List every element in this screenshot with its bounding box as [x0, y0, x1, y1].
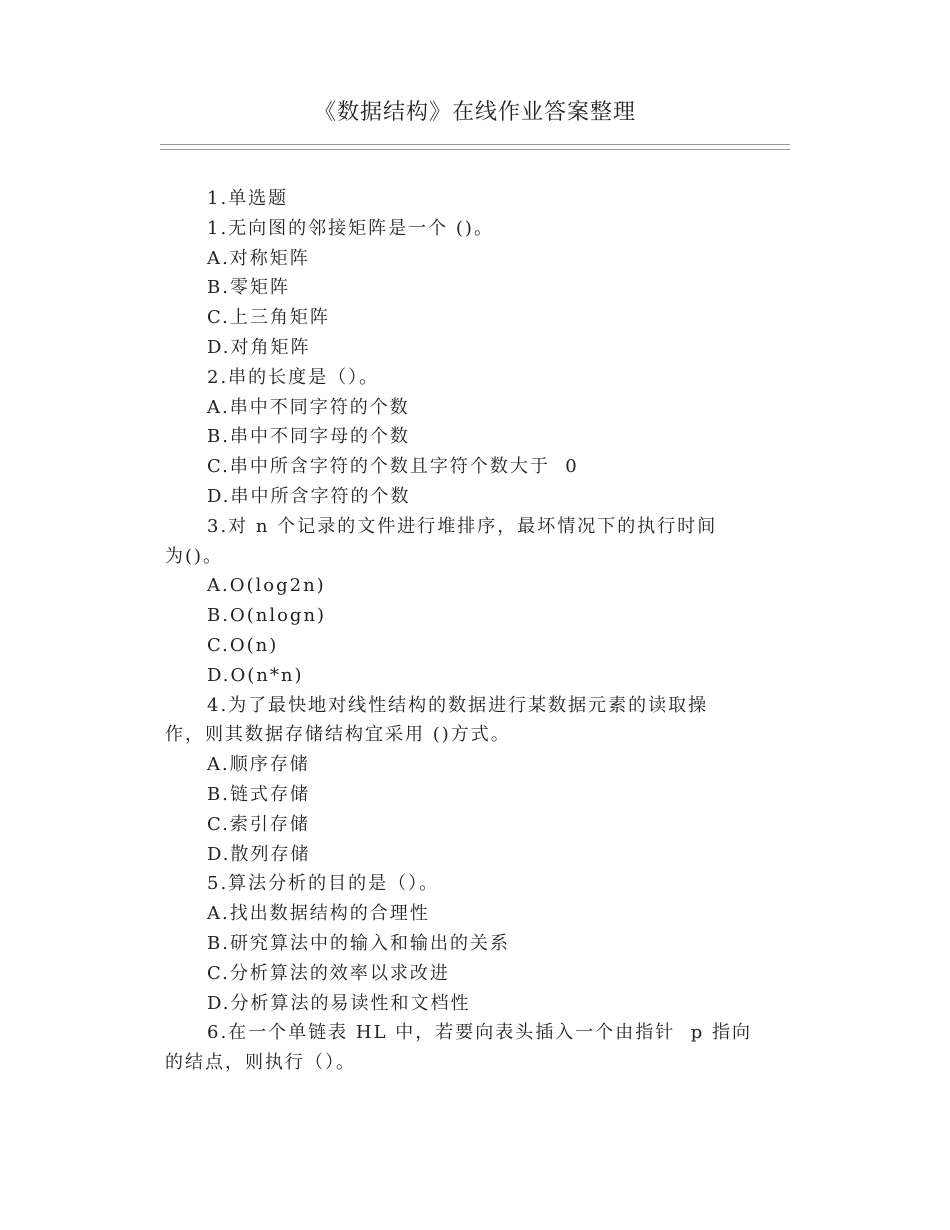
question-4-text-line-2: 作，则其数据存储结构宜采用 ()方式。 — [165, 724, 511, 746]
question-3-option-d: D.O(n*n) — [207, 664, 304, 686]
document-title: 《数据结构》在线作业答案整理 — [313, 100, 636, 125]
question-1-option-d: D.对角矩阵 — [207, 336, 311, 358]
question-6-text-line-1: 6.在一个单链表 HL 中，若要向表头插入一个由指针 p 指向 — [207, 1022, 752, 1044]
question-4-text-line-1: 4.为了最快地对线性结构的数据进行某数据元素的读取操 — [207, 694, 709, 716]
question-4-option-c: C.索引存储 — [207, 813, 310, 835]
question-4-option-d: D.散列存储 — [207, 843, 311, 865]
question-1-option-c: C.上三角矩阵 — [207, 307, 330, 329]
question-5-option-b: B.研究算法中的输入和输出的关系 — [207, 932, 510, 954]
question-3-option-a: A.O(log2n) — [207, 575, 326, 597]
question-6-text-line-2: 的结点，则执行（）。 — [165, 1052, 356, 1074]
question-3-text-line-2: 为()。 — [165, 545, 224, 567]
question-5-option-d: D.分析算法的易读性和文档性 — [207, 992, 471, 1014]
question-3-option-b: B.O(nlogn) — [207, 605, 327, 627]
question-1-option-b: B.零矩阵 — [207, 277, 290, 299]
question-5-text: 5.算法分析的目的是（）。 — [207, 873, 440, 895]
question-3-option-c: C.O(n) — [207, 634, 279, 656]
question-2-option-d: D.串中所含字符的个数 — [207, 485, 411, 507]
question-4-option-b: B.链式存储 — [207, 783, 310, 805]
question-4-option-a: A.顺序存储 — [207, 754, 310, 776]
question-1-option-a: A.对称矩阵 — [207, 247, 310, 269]
question-1-text: 1.无向图的邻接矩阵是一个 ()。 — [207, 217, 494, 239]
question-2-option-c: C.串中所含字符的个数且字符个数大于 0 — [207, 456, 579, 478]
question-2-option-b: B.串中不同字母的个数 — [207, 426, 410, 448]
question-2-text: 2.串的长度是（）。 — [207, 366, 380, 388]
document-body — [165, 184, 785, 1078]
question-2-option-a: A.串中不同字符的个数 — [207, 396, 410, 418]
question-3-text-line-1: 3.对 n 个记录的文件进行堆排序，最坏情况下的执行时间 — [207, 515, 718, 537]
question-5-option-a: A.找出数据结构的合理性 — [207, 903, 430, 925]
question-5-option-c: C.分析算法的效率以求改进 — [207, 962, 450, 984]
title-divider — [160, 144, 790, 150]
section-heading: 1.单选题 — [207, 188, 289, 209]
